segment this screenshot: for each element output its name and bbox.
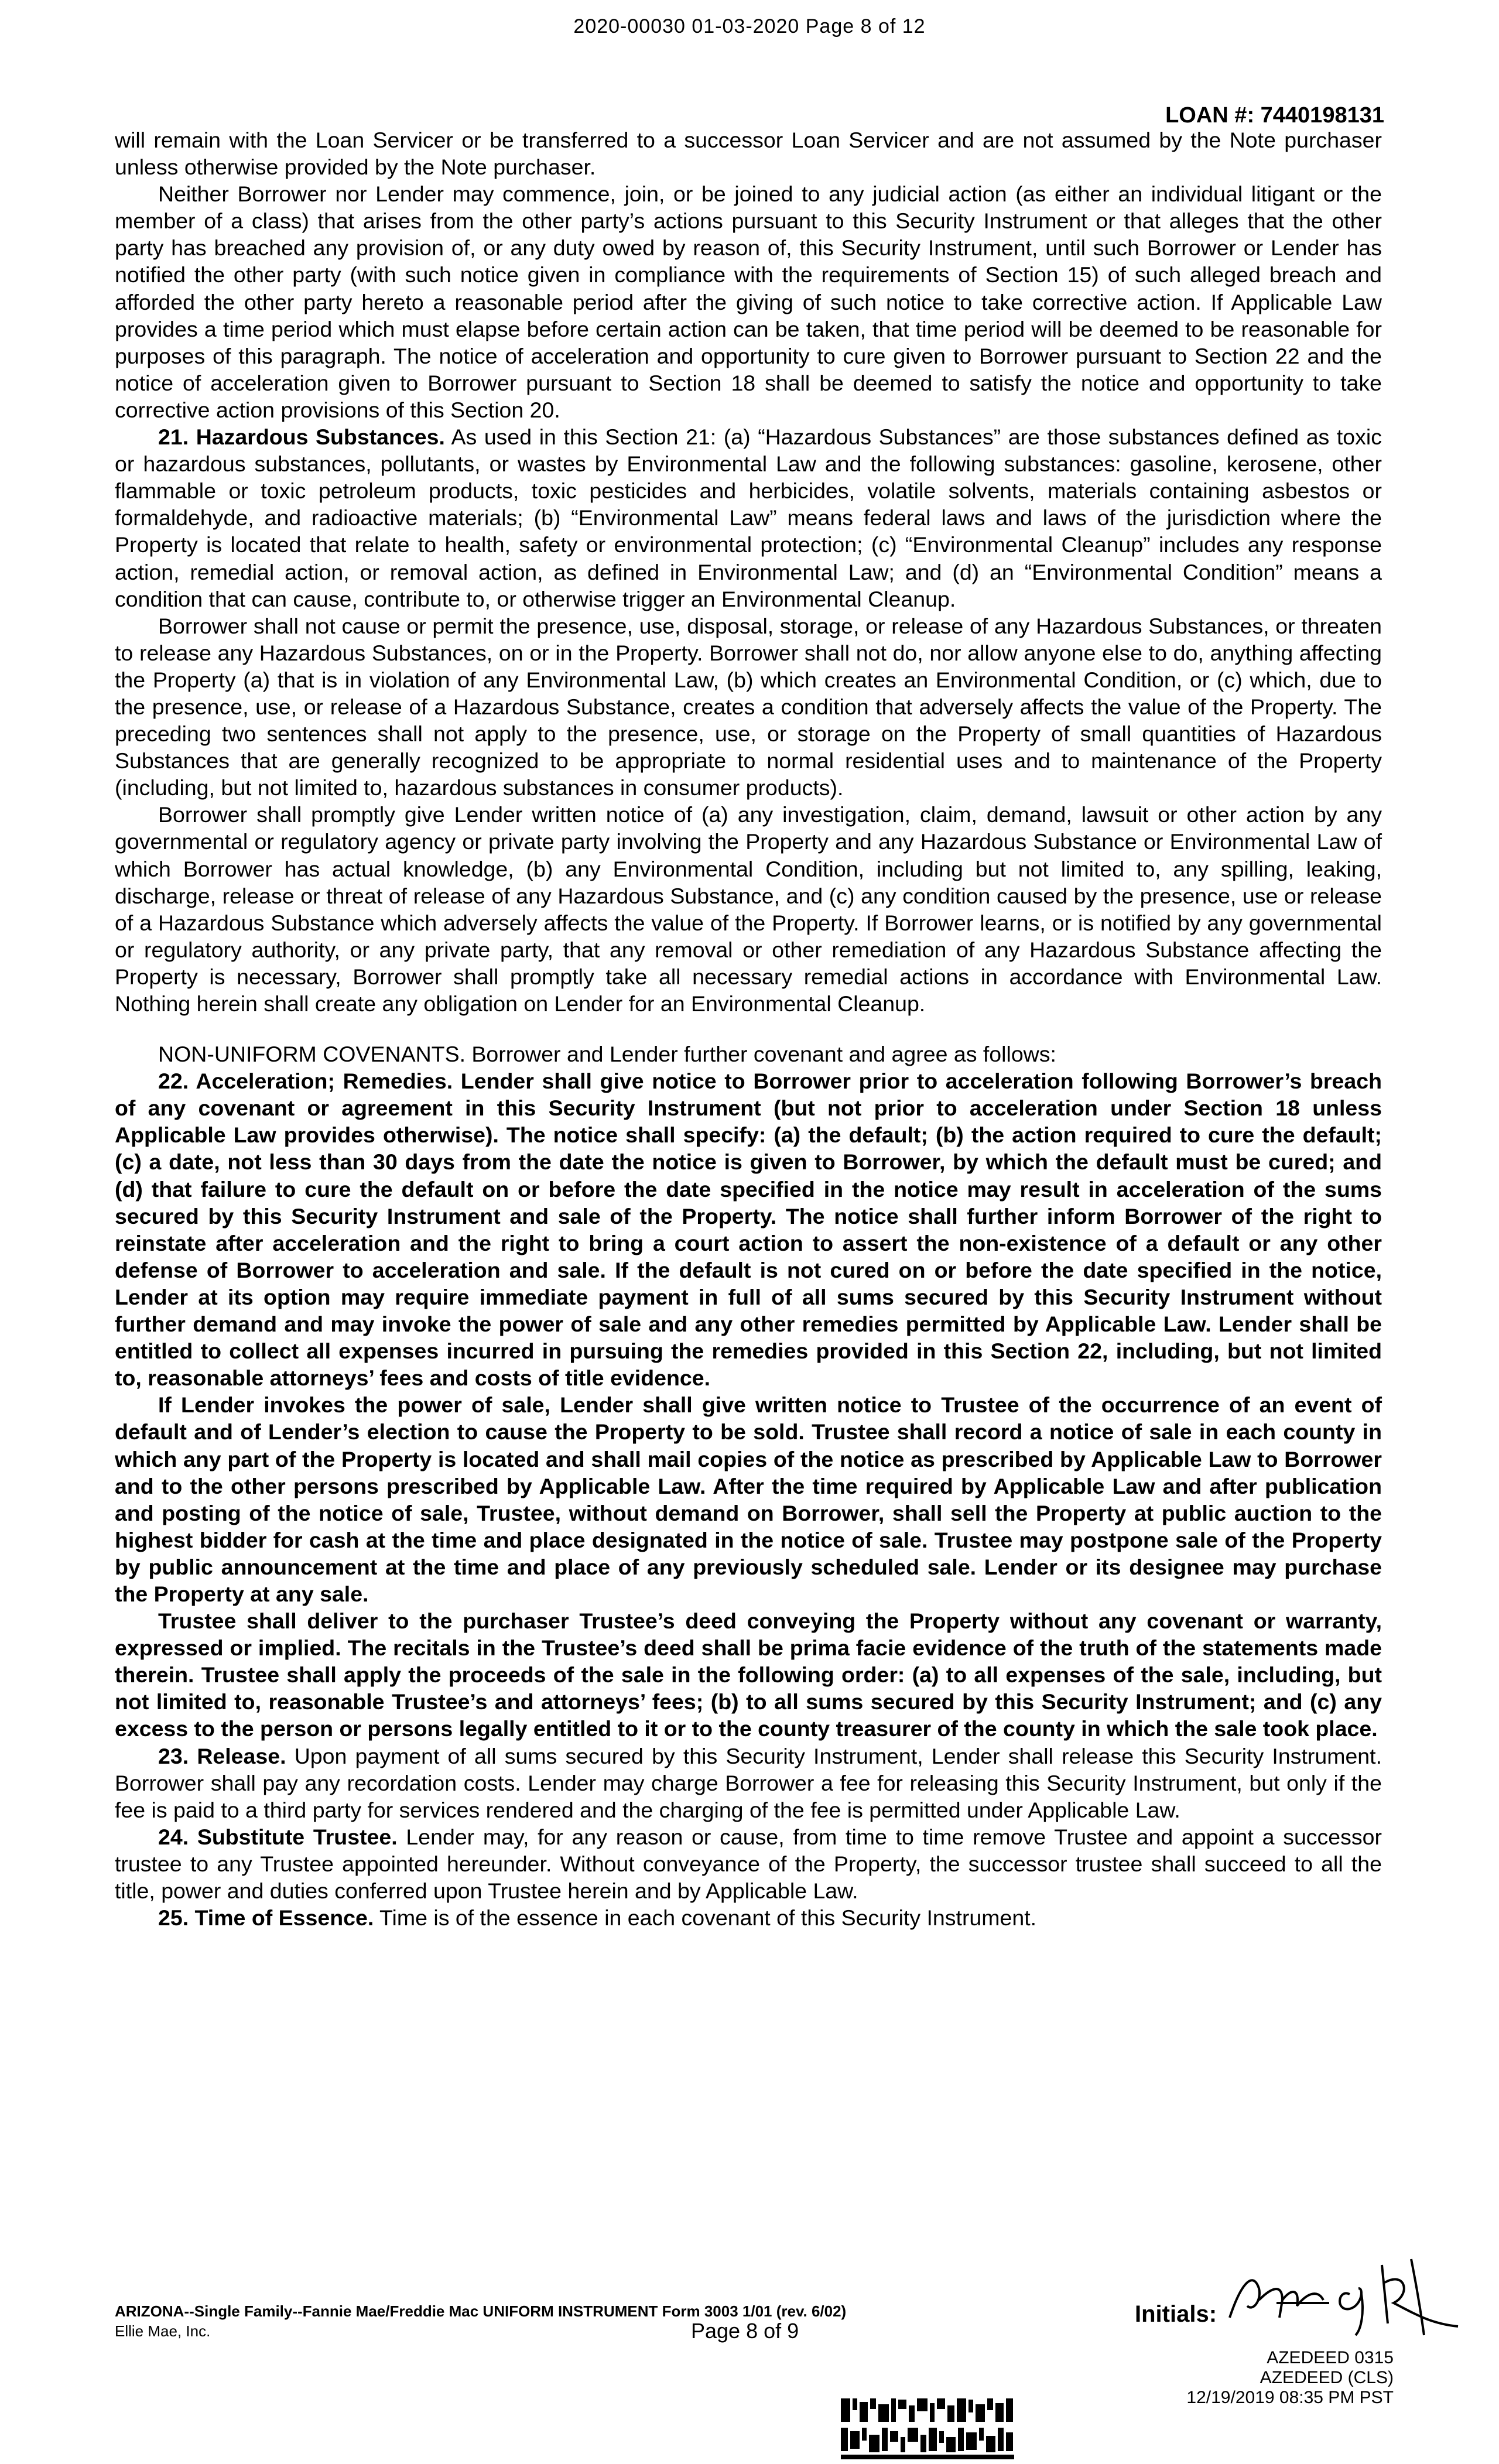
section-21-heading: 21. Hazardous Substances. [158,425,445,450]
paragraph-21-c: Borrower shall promptly give Lender written notice of (a) any investigation, claim, demand, lawsuit or other action by any governmental or regulatory agency or private party involving the Property and any Hazardous Substance or Environmental Law of which Borrower has actual knowledge, (b) any Environmental Condition, including but not limited to, any spilling, leaking, discharge, release or threat of release of any Hazardous Substance, and (c) any condition caused by the presence, use or release of a Hazardous Substance which adversely affects the value of the Property. If Borrower learns, or is notified by any governmental or regulatory authority, or any private party, that any removal or other remediation of any Hazardous Substance affecting the Property is necessary, Borrower shall promptly take all necessary remedial actions in accordance with Environmental Law. Nothing herein shall create any obligation on Lender for an Environmental Cleanup. [115,802,1382,1016]
section-23-text: Upon payment of all sums secured by this Security Instrument, Lender shall release this Security Instrument. Borrower shall pay any recordation costs. Lender may charge Borrower a fee for releasing this Security Instrument, but only if the fee is paid to a third party for services rendered and the charging of the fee is permitted under Applicable Law. [115,1743,1382,1822]
section-22: 22. Acceleration; Remedies. Lender shall give notice to Borrower prior to acceleration following Borrower’s breach of any covenant or agreement in this Security Instrument (but not prior to acceleration under Section 18 unless Applicable Law provides otherwise). The notice shall specify: (a) the default; (b) the action required to cure the default; (c) a date, not less than 30 days from the date the notice is given to Borrower, by which the default must be cured; and (d) that failure to cure the default on or before the date specified in the notice may result in acceleration of the sums secured by this Security Instrument and sale of the Property. The notice shall further inform Borrower of the right to reinstate after acceleration and the right to bring a court action to assert the non-existence of a default or any other defense of Borrower to acceleration and sale. If the default is not cured on or before the date specified in the notice, Lender at its option may require immediate payment in full of all sums secured by this Security Instrument without further demand and may invoke the power of sale and any other remedies permitted by Applicable Law. Lender shall be entitled to collect all expenses incurred in pursuing the remedies provided in this Section 22, including, but not limited to, reasonable attorneys’ fees and costs of title evidence. [115,1069,1382,1391]
timestamp: 12/19/2019 08:35 PM PST [1186,2388,1394,2407]
section-22-power-of-sale: If Lender invokes the power of sale, Lender shall give written notice to Trustee of the occurrence of an event of default and of Lender’s election to cause the Property to be sold. Trustee shall record a notice of sale in each county in which any part of the Property is located and shall mail copies of the notice as prescribed by Applicable Law to Borrower and to the other persons prescribed by Applicable Law. After the time required by Applicable Law and after publication and posting of the notice of sale, Trustee, without demand on Borrower, shall sell the Property at public auction to the highest bidder for cash at the time and place designated in the notice of sale. Trustee may postpone sale of the Property by public announcement at the time and place of any previously scheduled sale. Lender or its designee may purchase the Property at any sale. [115,1392,1382,1606]
non-uniform-covenants: NON-UNIFORM COVENANTS. Borrower and Lender further covenant and agree as follows: [158,1042,1056,1067]
section-21-text: As used in this Section 21: (a) “Hazardous Substances” are those substances defined as toxic or hazardous substances, pollutants, or wastes by Environmental Law and the following substances: gasoline, kerosene, other flammable or toxic petroleum products, toxic pesticides and herbicides, volatile solvents, materials containing asbestos or formaldehyde, and radioactive materials; (b) “Environmental Law” means federal laws and laws of the jurisdiction where the Property is located that relate to health, safety or environmental protection; (c) “Environmental Cleanup” includes any response action, remedial action, or removal action, as defined in Environmental Law; and (d) an “Environmental Condition” means a condition that can cause, contribute to, or otherwise trigger an Environmental Cleanup. [115,425,1382,611]
section-24-text: Lender may, for any reason or cause, from time to time remove Trustee and appoint a successor trustee to any Trustee appointed hereunder. Without conveyance of the Property, the successor trustee shall succeed to all the title, power and duties conferred upon Trustee herein and by Applicable Law. [115,1824,1382,1903]
section-24 [115,1823,1382,1904]
company-name: Ellie Mae, Inc. [115,2322,211,2340]
code-line-2: AZEDEED (CLS) [1260,2368,1394,2387]
barcode [840,2396,1015,2464]
section-21 [115,423,1382,612]
paragraph-continuation: will remain with the Loan Servicer or be transferred to a successor Loan Servicer and are not assumed by the Note purchaser unless otherwise provided by the Note purchaser. [115,128,1382,180]
section-22-trustee-deed: Trustee shall deliver to the purchaser Trustee’s deed conveying the Property without any covenant or warranty, expressed or implied. The recitals in the Trustee’s deed shall be prima facie evidence of the truth of the statements made therein. Trustee shall apply the proceeds of the sale in the following order: (a) to all expenses of the sale, including, but not limited to, reasonable Trustee’s and attorneys’ fees; (b) to all sums secured by this Security Instrument; and (c) any excess to the person or persons legally entitled to it or to the county treasurer of the county in which the sale took place. [115,1609,1382,1741]
form-line: ARIZONA--Single Family--Fannie Mae/Freddie Mac UNIFORM INSTRUMENT Form 3003 1/01 (rev. 6/02) [115,2302,847,2320]
document-codes [1186,2348,1394,2408]
recording-header: 2020-00030 01-03-2020 Page 8 of 12 [573,15,926,37]
document-body [115,126,1382,1931]
page-number: Page 8 of 9 [691,2319,799,2343]
section-24-heading: 24. Substitute Trustee. [158,1824,398,1849]
loan-number: LOAN #: 7440198131 [1165,103,1384,128]
section-25 [115,1904,1382,1931]
code-line-1: AZEDEED 0315 [1267,2348,1394,2367]
section-23 [115,1743,1382,1823]
handwritten-initials-signature [1218,2247,1464,2347]
section-23-heading: 23. Release. [158,1743,286,1768]
section-25-text: Time is of the essence in each covenant of this Security Instrument. [379,1905,1037,1931]
paragraph-21-b: Borrower shall not cause or permit the presence, use, disposal, storage, or release of any Hazardous Substances, or threaten to release any Hazardous Substances, on or in the Property. Borrower shall not do, nor allow anyone else to do, anything affecting the Property (a) that is in violation of any Environmental Law, (b) which creates an Environmental Condition, or (c) which, due to the presence, use, or release of a Hazardous Substance, creates a condition that adversely affects the value of the Property. The preceding two sentences shall not apply to the presence, use, or storage on the Property of small quantities of Hazardous Substances that are generally recognized to be appropriate to normal residential uses and to maintenance of the Property (including, but not limited to, hazardous substances in consumer products). [115,613,1382,800]
paragraph-section-20: Neither Borrower nor Lender may commence, join, or be joined to any judicial action (as either an individual litigant or the member of a class) that arises from the other party’s actions pursuant to this Security Instrument or that alleges that the other party has breached any provision of, or any duty owed by reason of, this Security Instrument, until such Borrower or Lender has notified the other party (with such notice given in compliance with the requirements of Section 15) of such alleged breach and afforded the other party hereto a reasonable period after the giving of such notice to take corrective action. If Applicable Law provides a time period which must elapse before certain action can be taken, that time period will be deemed to be reasonable for purposes of this paragraph. The notice of acceleration and opportunity to cure given to Borrower pursuant to Section 22 and the notice of acceleration given to Borrower pursuant to Section 18 shall be deemed to satisfy the notice and opportunity to take corrective action provisions of this Section 20. [115,182,1382,422]
initials-label: Initials: [1135,2301,1217,2327]
section-25-heading: 25. Time of Essence. [158,1905,374,1931]
